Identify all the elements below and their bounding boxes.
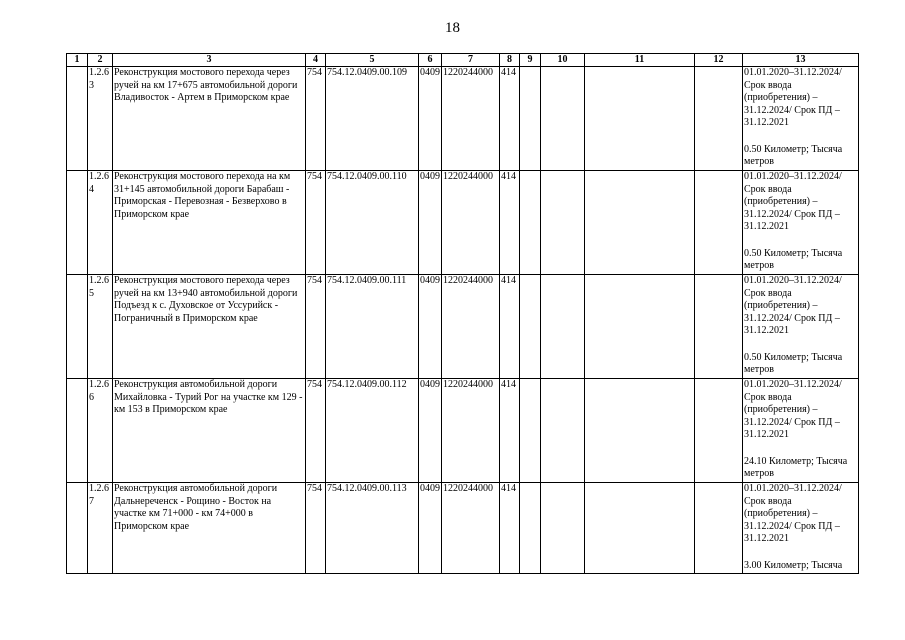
col-header-8: 8: [500, 54, 520, 67]
cell-name: Реконструкция автомобильной дороги Михайловка - Турий Рог на участке км 129 - км 153 в Приморском крае: [113, 379, 306, 483]
cell-empty: [67, 171, 88, 275]
cell-empty: [695, 483, 743, 574]
cell-empty: [67, 483, 88, 574]
cell-col8: 414: [500, 67, 520, 171]
cell-col5: 754.12.0409.00.113: [326, 483, 419, 574]
cell-name: Реконструкция автомобильной дороги Дальнереченск - Рощино - Восток на участке км 71+000 - км 74+000 в Приморском крае: [113, 483, 306, 574]
cell-col8: 414: [500, 483, 520, 574]
col-header-1: 1: [67, 54, 88, 67]
cell-empty: [520, 171, 541, 275]
cell-code: 1.2.6 4: [88, 171, 113, 275]
cell-col13: [743, 67, 859, 171]
col-header-2: 2: [88, 54, 113, 67]
cell-empty: [541, 483, 585, 574]
cell-col7: 1220244000: [442, 275, 500, 379]
dates-text: 01.01.2020–31.12.2024/ Срок ввода (приобретения) – 31.12.2024/ Срок ПД – 31.12.2021: [744, 483, 842, 544]
table-row: [67, 275, 859, 379]
unit-text: 3.00 Километр; Тысяча: [744, 559, 843, 571]
cell-code: 1.2.6 3: [88, 67, 113, 171]
dates-text: 01.01.2020–31.12.2024/ Срок ввода (приобретения) – 31.12.2024/ Срок ПД – 31.12.2021: [744, 379, 842, 440]
cell-empty: [67, 275, 88, 379]
cell-name: Реконструкция мостового перехода через ручей на км 17+675 автомобильной дороги Владивосток - Артем в Приморском крае: [113, 67, 306, 171]
col-header-7: 7: [442, 54, 500, 67]
cell-empty: [695, 379, 743, 483]
cell-empty: [585, 483, 695, 574]
header-row: [67, 54, 859, 67]
cell-empty: [695, 67, 743, 171]
col-header-5: 5: [326, 54, 419, 67]
cell-col6: 0409: [419, 275, 442, 379]
col-header-13: 13: [743, 54, 859, 67]
cell-code: 1.2.6 5: [88, 275, 113, 379]
col-header-6: 6: [419, 54, 442, 67]
cell-empty: [695, 171, 743, 275]
cell-col13: [743, 379, 859, 483]
cell-col13: [743, 275, 859, 379]
cell-code: 1.2.6 7: [88, 483, 113, 574]
dates-text: 01.01.2020–31.12.2024/ Срок ввода (приобретения) – 31.12.2024/ Срок ПД – 31.12.2021: [744, 275, 842, 336]
table-row: [67, 483, 859, 574]
table-row: [67, 379, 859, 483]
cell-col13: [743, 483, 859, 574]
cell-col4: 754: [306, 67, 326, 171]
cell-col13: [743, 171, 859, 275]
cell-empty: [585, 171, 695, 275]
cell-col4: 754: [306, 275, 326, 379]
cell-col5: 754.12.0409.00.112: [326, 379, 419, 483]
cell-name: Реконструкция мостового перехода через ручей на км 13+940 автомобильной дороги Подъезд к с. Духовское от Уссурийск - Пограничный в Приморском крае: [113, 275, 306, 379]
cell-col8: 414: [500, 379, 520, 483]
col-header-4: 4: [306, 54, 326, 67]
unit-text: 0.50 Километр; Тысяча метров: [744, 351, 843, 375]
page-number: 18: [445, 20, 460, 36]
cell-empty: [541, 67, 585, 171]
cell-col5: 754.12.0409.00.109: [326, 67, 419, 171]
col-header-3: 3: [113, 54, 306, 67]
cell-col4: 754: [306, 483, 326, 574]
col-header-10: 10: [541, 54, 585, 67]
cell-code: 1.2.6 6: [88, 379, 113, 483]
cell-empty: [541, 171, 585, 275]
col-header-11: 11: [585, 54, 695, 67]
cell-empty: [67, 379, 88, 483]
cell-col6: 0409: [419, 67, 442, 171]
cell-empty: [541, 379, 585, 483]
table-row: [67, 171, 859, 275]
cell-col5: 754.12.0409.00.110: [326, 171, 419, 275]
cell-col6: 0409: [419, 379, 442, 483]
cell-empty: [585, 379, 695, 483]
dates-text: 01.01.2020–31.12.2024/ Срок ввода (приобретения) – 31.12.2024/ Срок ПД – 31.12.2021: [744, 171, 842, 232]
cell-empty: [520, 275, 541, 379]
cell-col4: 754: [306, 171, 326, 275]
cell-empty: [520, 379, 541, 483]
cell-col7: 1220244000: [442, 379, 500, 483]
cell-col5: 754.12.0409.00.111: [326, 275, 419, 379]
col-header-9: 9: [520, 54, 541, 67]
cell-empty: [585, 275, 695, 379]
unit-text: 0.50 Километр; Тысяча метров: [744, 247, 843, 271]
cell-col4: 754: [306, 379, 326, 483]
cell-empty: [541, 275, 585, 379]
cell-empty: [695, 275, 743, 379]
data-table: [66, 53, 859, 574]
unit-text: 0.50 Километр; Тысяча метров: [744, 143, 843, 167]
cell-col7: 1220244000: [442, 483, 500, 574]
cell-col6: 0409: [419, 483, 442, 574]
col-header-12: 12: [695, 54, 743, 67]
cell-name: Реконструкция мостового перехода на км 31+145 автомобильной дороги Барабаш - Приморская - Перевозная - Безверхово в Приморском крае: [113, 171, 306, 275]
cell-col7: 1220244000: [442, 67, 500, 171]
cell-col8: 414: [500, 171, 520, 275]
cell-col7: 1220244000: [442, 171, 500, 275]
cell-empty: [520, 67, 541, 171]
unit-text: 24.10 Километр; Тысяча метров: [744, 455, 848, 479]
cell-col6: 0409: [419, 171, 442, 275]
cell-empty: [520, 483, 541, 574]
table-row: [67, 67, 859, 171]
cell-empty: [67, 67, 88, 171]
cell-empty: [585, 67, 695, 171]
dates-text: 01.01.2020–31.12.2024/ Срок ввода (приобретения) – 31.12.2024/ Срок ПД – 31.12.2021: [744, 67, 842, 128]
cell-col8: 414: [500, 275, 520, 379]
